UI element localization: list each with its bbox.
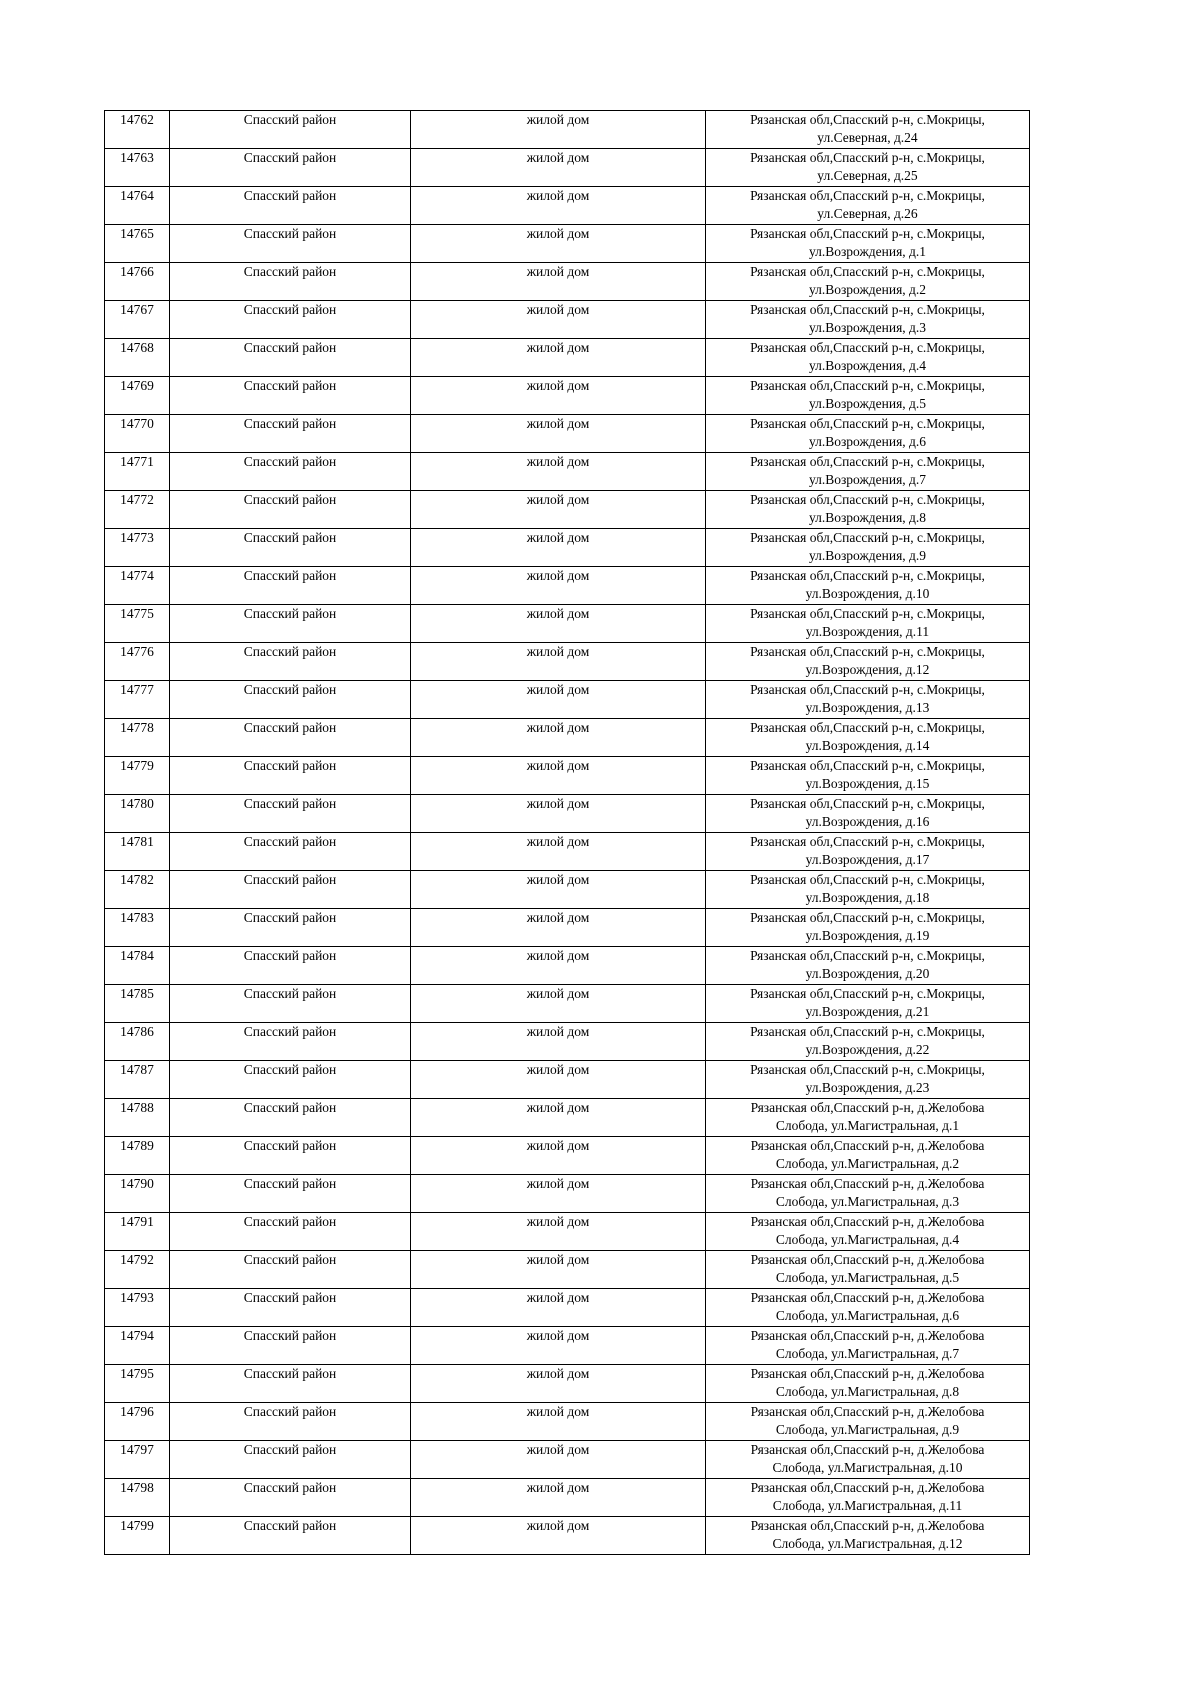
object-type-cell: жилой дом: [411, 339, 706, 377]
object-type-cell: жилой дом: [411, 1213, 706, 1251]
address-line-2: ул.Возрождения, д.17: [805, 851, 930, 867]
address-line-2: ул.Возрождения, д.15: [805, 775, 930, 791]
table-row: [105, 111, 1030, 149]
address-line-2: Слобода, ул.Магистральная, д.10: [772, 1459, 963, 1475]
address-cell: [706, 1479, 1030, 1517]
object-type-cell: жилой дом: [411, 605, 706, 643]
object-type-cell: жилой дом: [411, 111, 706, 149]
object-type-cell: жилой дом: [411, 1137, 706, 1175]
address-line-1: Рязанская обл,Спасский р-н, с.Мокрицы,: [750, 340, 985, 355]
address-line-2: ул.Возрождения, д.3: [808, 319, 927, 335]
record-number-cell: 14795: [105, 1365, 170, 1403]
record-number-cell: 14780: [105, 795, 170, 833]
record-number-cell: 14764: [105, 187, 170, 225]
address-line-1: Рязанская обл,Спасский р-н, с.Мокрицы,: [750, 568, 985, 583]
record-number-cell: 14797: [105, 1441, 170, 1479]
address-line-2: ул.Возрождения, д.13: [805, 699, 930, 715]
object-type-cell: жилой дом: [411, 1251, 706, 1289]
address-cell: [706, 1403, 1030, 1441]
object-type-cell: жилой дом: [411, 985, 706, 1023]
address-line-2: ул.Возрождения, д.23: [805, 1079, 930, 1095]
address-cell: [706, 339, 1030, 377]
record-number-cell: 14768: [105, 339, 170, 377]
record-number-cell: 14787: [105, 1061, 170, 1099]
address-line-1: Рязанская обл,Спасский р-н, с.Мокрицы,: [750, 682, 985, 697]
registry-table-body: [105, 111, 1030, 1555]
address-line-2: ул.Возрождения, д.16: [805, 813, 930, 829]
object-type-cell: жилой дом: [411, 301, 706, 339]
object-type-cell: жилой дом: [411, 643, 706, 681]
address-line-2: ул.Северная, д.26: [817, 205, 918, 221]
district-cell: Спасский район: [170, 1061, 411, 1099]
record-number-cell: 14791: [105, 1213, 170, 1251]
address-line-2: ул.Северная, д.24: [817, 129, 918, 145]
district-cell: Спасский район: [170, 263, 411, 301]
address-line-2: Слобода, ул.Магистральная, д.4: [775, 1231, 960, 1247]
district-cell: Спасский район: [170, 149, 411, 187]
address-cell: [706, 491, 1030, 529]
address-line-2: Слобода, ул.Магистральная, д.12: [772, 1535, 963, 1551]
object-type-cell: жилой дом: [411, 415, 706, 453]
record-number-cell: 14798: [105, 1479, 170, 1517]
record-number-cell: 14784: [105, 947, 170, 985]
object-type-cell: жилой дом: [411, 453, 706, 491]
table-row: [105, 909, 1030, 947]
district-cell: Спасский район: [170, 833, 411, 871]
district-cell: Спасский район: [170, 795, 411, 833]
table-row: [105, 1479, 1030, 1517]
address-line-2: ул.Возрождения, д.6: [808, 433, 927, 449]
district-cell: Спасский район: [170, 529, 411, 567]
district-cell: Спасский район: [170, 643, 411, 681]
record-number-cell: 14772: [105, 491, 170, 529]
address-line-2: ул.Возрождения, д.4: [808, 357, 927, 373]
address-cell: [706, 567, 1030, 605]
record-number-cell: 14796: [105, 1403, 170, 1441]
table-row: [105, 1517, 1030, 1555]
district-cell: Спасский район: [170, 605, 411, 643]
address-line-2: Слобода, ул.Магистральная, д.6: [775, 1307, 960, 1323]
address-line-1: Рязанская обл,Спасский р-н, с.Мокрицы,: [750, 416, 985, 431]
record-number-cell: 14765: [105, 225, 170, 263]
table-row: [105, 339, 1030, 377]
table-row: [105, 605, 1030, 643]
record-number-cell: 14792: [105, 1251, 170, 1289]
object-type-cell: жилой дом: [411, 491, 706, 529]
district-cell: Спасский район: [170, 1251, 411, 1289]
object-type-cell: жилой дом: [411, 795, 706, 833]
address-cell: [706, 1441, 1030, 1479]
address-line-1: Рязанская обл,Спасский р-н, д.Желобова: [750, 1176, 985, 1191]
table-row: [105, 1327, 1030, 1365]
object-type-cell: жилой дом: [411, 1479, 706, 1517]
object-type-cell: жилой дом: [411, 1365, 706, 1403]
table-row: [105, 643, 1030, 681]
address-line-2: ул.Возрождения, д.19: [805, 927, 930, 943]
record-number-cell: 14762: [105, 111, 170, 149]
district-cell: Спасский район: [170, 909, 411, 947]
district-cell: Спасский район: [170, 871, 411, 909]
district-cell: Спасский район: [170, 985, 411, 1023]
address-line-2: ул.Возрождения, д.18: [805, 889, 930, 905]
address-cell: [706, 947, 1030, 985]
district-cell: Спасский район: [170, 567, 411, 605]
address-line-1: Рязанская обл,Спасский р-н, с.Мокрицы,: [750, 796, 985, 811]
district-cell: Спасский район: [170, 491, 411, 529]
object-type-cell: жилой дом: [411, 149, 706, 187]
address-line-2: ул.Возрождения, д.11: [805, 623, 930, 639]
table-row: [105, 681, 1030, 719]
record-number-cell: 14769: [105, 377, 170, 415]
address-line-1: Рязанская обл,Спасский р-н, д.Желобова: [750, 1480, 985, 1495]
address-cell: [706, 1365, 1030, 1403]
object-type-cell: жилой дом: [411, 757, 706, 795]
address-cell: [706, 415, 1030, 453]
address-cell: [706, 263, 1030, 301]
record-number-cell: 14774: [105, 567, 170, 605]
object-type-cell: жилой дом: [411, 1327, 706, 1365]
record-number-cell: 14771: [105, 453, 170, 491]
district-cell: Спасский район: [170, 339, 411, 377]
address-line-2: Слобода, ул.Магистральная, д.5: [775, 1269, 960, 1285]
address-line-1: Рязанская обл,Спасский р-н, с.Мокрицы,: [750, 1024, 985, 1039]
address-cell: [706, 225, 1030, 263]
address-cell: [706, 719, 1030, 757]
address-line-2: ул.Возрождения, д.14: [805, 737, 930, 753]
object-type-cell: жилой дом: [411, 1289, 706, 1327]
address-line-2: ул.Возрождения, д.5: [808, 395, 927, 411]
address-cell: [706, 1023, 1030, 1061]
table-row: [105, 1365, 1030, 1403]
address-cell: [706, 1327, 1030, 1365]
record-number-cell: 14777: [105, 681, 170, 719]
object-type-cell: жилой дом: [411, 871, 706, 909]
address-line-2: Слобода, ул.Магистральная, д.1: [775, 1117, 960, 1133]
object-type-cell: жилой дом: [411, 529, 706, 567]
district-cell: Спасский район: [170, 225, 411, 263]
address-line-2: Слобода, ул.Магистральная, д.7: [775, 1345, 960, 1361]
address-line-1: Рязанская обл,Спасский р-н, с.Мокрицы,: [750, 188, 985, 203]
address-line-1: Рязанская обл,Спасский р-н, с.Мокрицы,: [750, 910, 985, 925]
address-cell: [706, 1289, 1030, 1327]
object-type-cell: жилой дом: [411, 947, 706, 985]
district-cell: Спасский район: [170, 681, 411, 719]
address-cell: [706, 111, 1030, 149]
district-cell: Спасский район: [170, 1289, 411, 1327]
record-number-cell: 14778: [105, 719, 170, 757]
object-type-cell: жилой дом: [411, 1061, 706, 1099]
address-line-2: ул.Северная, д.25: [817, 167, 918, 183]
record-number-cell: 14782: [105, 871, 170, 909]
address-line-1: Рязанская обл,Спасский р-н, д.Желобова: [750, 1252, 985, 1267]
address-line-2: ул.Возрождения, д.1: [808, 243, 927, 259]
address-cell: [706, 529, 1030, 567]
district-cell: Спасский район: [170, 1441, 411, 1479]
address-line-1: Рязанская обл,Спасский р-н, с.Мокрицы,: [750, 150, 985, 165]
table-row: [105, 1213, 1030, 1251]
table-row: [105, 301, 1030, 339]
table-row: [105, 1441, 1030, 1479]
district-cell: Спасский район: [170, 1517, 411, 1555]
object-type-cell: жилой дом: [411, 1441, 706, 1479]
record-number-cell: 14786: [105, 1023, 170, 1061]
table-row: [105, 415, 1030, 453]
object-type-cell: жилой дом: [411, 377, 706, 415]
table-row: [105, 1023, 1030, 1061]
address-line-2: ул.Возрождения, д.8: [808, 509, 927, 525]
object-type-cell: жилой дом: [411, 909, 706, 947]
address-line-2: ул.Возрождения, д.22: [805, 1041, 930, 1057]
record-number-cell: 14790: [105, 1175, 170, 1213]
table-row: [105, 453, 1030, 491]
address-cell: [706, 187, 1030, 225]
address-line-1: Рязанская обл,Спасский р-н, д.Желобова: [750, 1290, 985, 1305]
record-number-cell: 14775: [105, 605, 170, 643]
address-line-1: Рязанская обл,Спасский р-н, д.Желобова: [750, 1138, 985, 1153]
district-cell: Спасский район: [170, 719, 411, 757]
address-cell: [706, 1137, 1030, 1175]
address-line-2: ул.Возрождения, д.2: [808, 281, 927, 297]
district-cell: Спасский район: [170, 187, 411, 225]
address-line-1: Рязанская обл,Спасский р-н, д.Желобова: [750, 1366, 985, 1381]
address-cell: [706, 1099, 1030, 1137]
district-cell: Спасский район: [170, 1175, 411, 1213]
address-cell: [706, 643, 1030, 681]
district-cell: Спасский район: [170, 301, 411, 339]
district-cell: Спасский район: [170, 947, 411, 985]
district-cell: Спасский район: [170, 1099, 411, 1137]
address-line-1: Рязанская обл,Спасский р-н, с.Мокрицы,: [750, 720, 985, 735]
address-cell: [706, 757, 1030, 795]
address-line-1: Рязанская обл,Спасский р-н, с.Мокрицы,: [750, 492, 985, 507]
address-line-1: Рязанская обл,Спасский р-н, с.Мокрицы,: [750, 986, 985, 1001]
address-line-2: ул.Возрождения, д.21: [805, 1003, 930, 1019]
table-row: [105, 1289, 1030, 1327]
registry-table: [104, 110, 1030, 1555]
object-type-cell: жилой дом: [411, 1099, 706, 1137]
table-row: [105, 225, 1030, 263]
table-row: [105, 1175, 1030, 1213]
address-cell: [706, 795, 1030, 833]
address-line-1: Рязанская обл,Спасский р-н, с.Мокрицы,: [750, 112, 985, 127]
record-number-cell: 14776: [105, 643, 170, 681]
address-line-2: ул.Возрождения, д.7: [808, 471, 927, 487]
district-cell: Спасский район: [170, 1213, 411, 1251]
district-cell: Спасский район: [170, 757, 411, 795]
table-row: [105, 1099, 1030, 1137]
address-line-1: Рязанская обл,Спасский р-н, с.Мокрицы,: [750, 264, 985, 279]
address-cell: [706, 985, 1030, 1023]
table-row: [105, 149, 1030, 187]
table-row: [105, 1251, 1030, 1289]
district-cell: Спасский район: [170, 1137, 411, 1175]
object-type-cell: жилой дом: [411, 833, 706, 871]
table-row: [105, 187, 1030, 225]
table-row: [105, 263, 1030, 301]
table-row: [105, 947, 1030, 985]
address-line-1: Рязанская обл,Спасский р-н, д.Желобова: [750, 1328, 985, 1343]
address-line-1: Рязанская обл,Спасский р-н, с.Мокрицы,: [750, 1062, 985, 1077]
address-line-1: Рязанская обл,Спасский р-н, с.Мокрицы,: [750, 948, 985, 963]
address-line-2: ул.Возрождения, д.9: [808, 547, 927, 563]
table-row: [105, 529, 1030, 567]
address-line-1: Рязанская обл,Спасский р-н, с.Мокрицы,: [750, 378, 985, 393]
district-cell: Спасский район: [170, 111, 411, 149]
table-row: [105, 871, 1030, 909]
table-row: [105, 719, 1030, 757]
table-row: [105, 377, 1030, 415]
address-line-1: Рязанская обл,Спасский р-н, с.Мокрицы,: [750, 834, 985, 849]
record-number-cell: 14770: [105, 415, 170, 453]
object-type-cell: жилой дом: [411, 719, 706, 757]
address-line-1: Рязанская обл,Спасский р-н, с.Мокрицы,: [750, 302, 985, 317]
address-cell: [706, 605, 1030, 643]
record-number-cell: 14793: [105, 1289, 170, 1327]
address-line-2: Слобода, ул.Магистральная, д.9: [775, 1421, 960, 1437]
record-number-cell: 14788: [105, 1099, 170, 1137]
district-cell: Спасский район: [170, 1023, 411, 1061]
object-type-cell: жилой дом: [411, 1517, 706, 1555]
address-cell: [706, 1517, 1030, 1555]
address-line-1: Рязанская обл,Спасский р-н, с.Мокрицы,: [750, 454, 985, 469]
record-number-cell: 14789: [105, 1137, 170, 1175]
address-line-2: ул.Возрождения, д.12: [805, 661, 930, 677]
record-number-cell: 14799: [105, 1517, 170, 1555]
address-cell: [706, 1175, 1030, 1213]
table-row: [105, 567, 1030, 605]
address-cell: [706, 377, 1030, 415]
record-number-cell: 14763: [105, 149, 170, 187]
district-cell: Спасский район: [170, 415, 411, 453]
record-number-cell: 14783: [105, 909, 170, 947]
address-line-1: Рязанская обл,Спасский р-н, д.Желобова: [750, 1214, 985, 1229]
address-cell: [706, 149, 1030, 187]
address-cell: [706, 1251, 1030, 1289]
table-row: [105, 1137, 1030, 1175]
table-row: [105, 1061, 1030, 1099]
object-type-cell: жилой дом: [411, 567, 706, 605]
address-line-1: Рязанская обл,Спасский р-н, с.Мокрицы,: [750, 606, 985, 621]
district-cell: Спасский район: [170, 1479, 411, 1517]
address-cell: [706, 833, 1030, 871]
district-cell: Спасский район: [170, 453, 411, 491]
address-line-2: Слобода, ул.Магистральная, д.3: [775, 1193, 960, 1209]
address-line-1: Рязанская обл,Спасский р-н, д.Желобова: [750, 1442, 985, 1457]
address-cell: [706, 1061, 1030, 1099]
address-line-1: Рязанская обл,Спасский р-н, д.Желобова: [750, 1404, 985, 1419]
object-type-cell: жилой дом: [411, 263, 706, 301]
record-number-cell: 14767: [105, 301, 170, 339]
address-line-1: Рязанская обл,Спасский р-н, с.Мокрицы,: [750, 872, 985, 887]
table-row: [105, 833, 1030, 871]
district-cell: Спасский район: [170, 377, 411, 415]
table-row: [105, 757, 1030, 795]
address-line-2: ул.Возрождения, д.20: [805, 965, 930, 981]
table-row: [105, 985, 1030, 1023]
district-cell: Спасский район: [170, 1327, 411, 1365]
address-line-2: Слобода, ул.Магистральная, д.11: [772, 1497, 963, 1513]
address-cell: [706, 1213, 1030, 1251]
record-number-cell: 14785: [105, 985, 170, 1023]
address-line-1: Рязанская обл,Спасский р-н, с.Мокрицы,: [750, 226, 985, 241]
record-number-cell: 14766: [105, 263, 170, 301]
record-number-cell: 14781: [105, 833, 170, 871]
object-type-cell: жилой дом: [411, 225, 706, 263]
address-cell: [706, 909, 1030, 947]
object-type-cell: жилой дом: [411, 1403, 706, 1441]
address-cell: [706, 301, 1030, 339]
address-cell: [706, 871, 1030, 909]
address-line-1: Рязанская обл,Спасский р-н, д.Желобова: [750, 1518, 985, 1533]
address-line-2: Слобода, ул.Магистральная, д.2: [775, 1155, 960, 1171]
district-cell: Спасский район: [170, 1365, 411, 1403]
record-number-cell: 14794: [105, 1327, 170, 1365]
address-line-2: ул.Возрождения, д.10: [805, 585, 930, 601]
table-row: [105, 491, 1030, 529]
address-cell: [706, 681, 1030, 719]
address-line-1: Рязанская обл,Спасский р-н, с.Мокрицы,: [750, 758, 985, 773]
table-row: [105, 1403, 1030, 1441]
object-type-cell: жилой дом: [411, 187, 706, 225]
object-type-cell: жилой дом: [411, 1023, 706, 1061]
object-type-cell: жилой дом: [411, 681, 706, 719]
district-cell: Спасский район: [170, 1403, 411, 1441]
address-line-1: Рязанская обл,Спасский р-н, д.Желобова: [750, 1100, 985, 1115]
table-row: [105, 795, 1030, 833]
record-number-cell: 14779: [105, 757, 170, 795]
address-cell: [706, 453, 1030, 491]
address-line-2: Слобода, ул.Магистральная, д.8: [775, 1383, 960, 1399]
object-type-cell: жилой дом: [411, 1175, 706, 1213]
address-line-1: Рязанская обл,Спасский р-н, с.Мокрицы,: [750, 530, 985, 545]
record-number-cell: 14773: [105, 529, 170, 567]
address-line-1: Рязанская обл,Спасский р-н, с.Мокрицы,: [750, 644, 985, 659]
